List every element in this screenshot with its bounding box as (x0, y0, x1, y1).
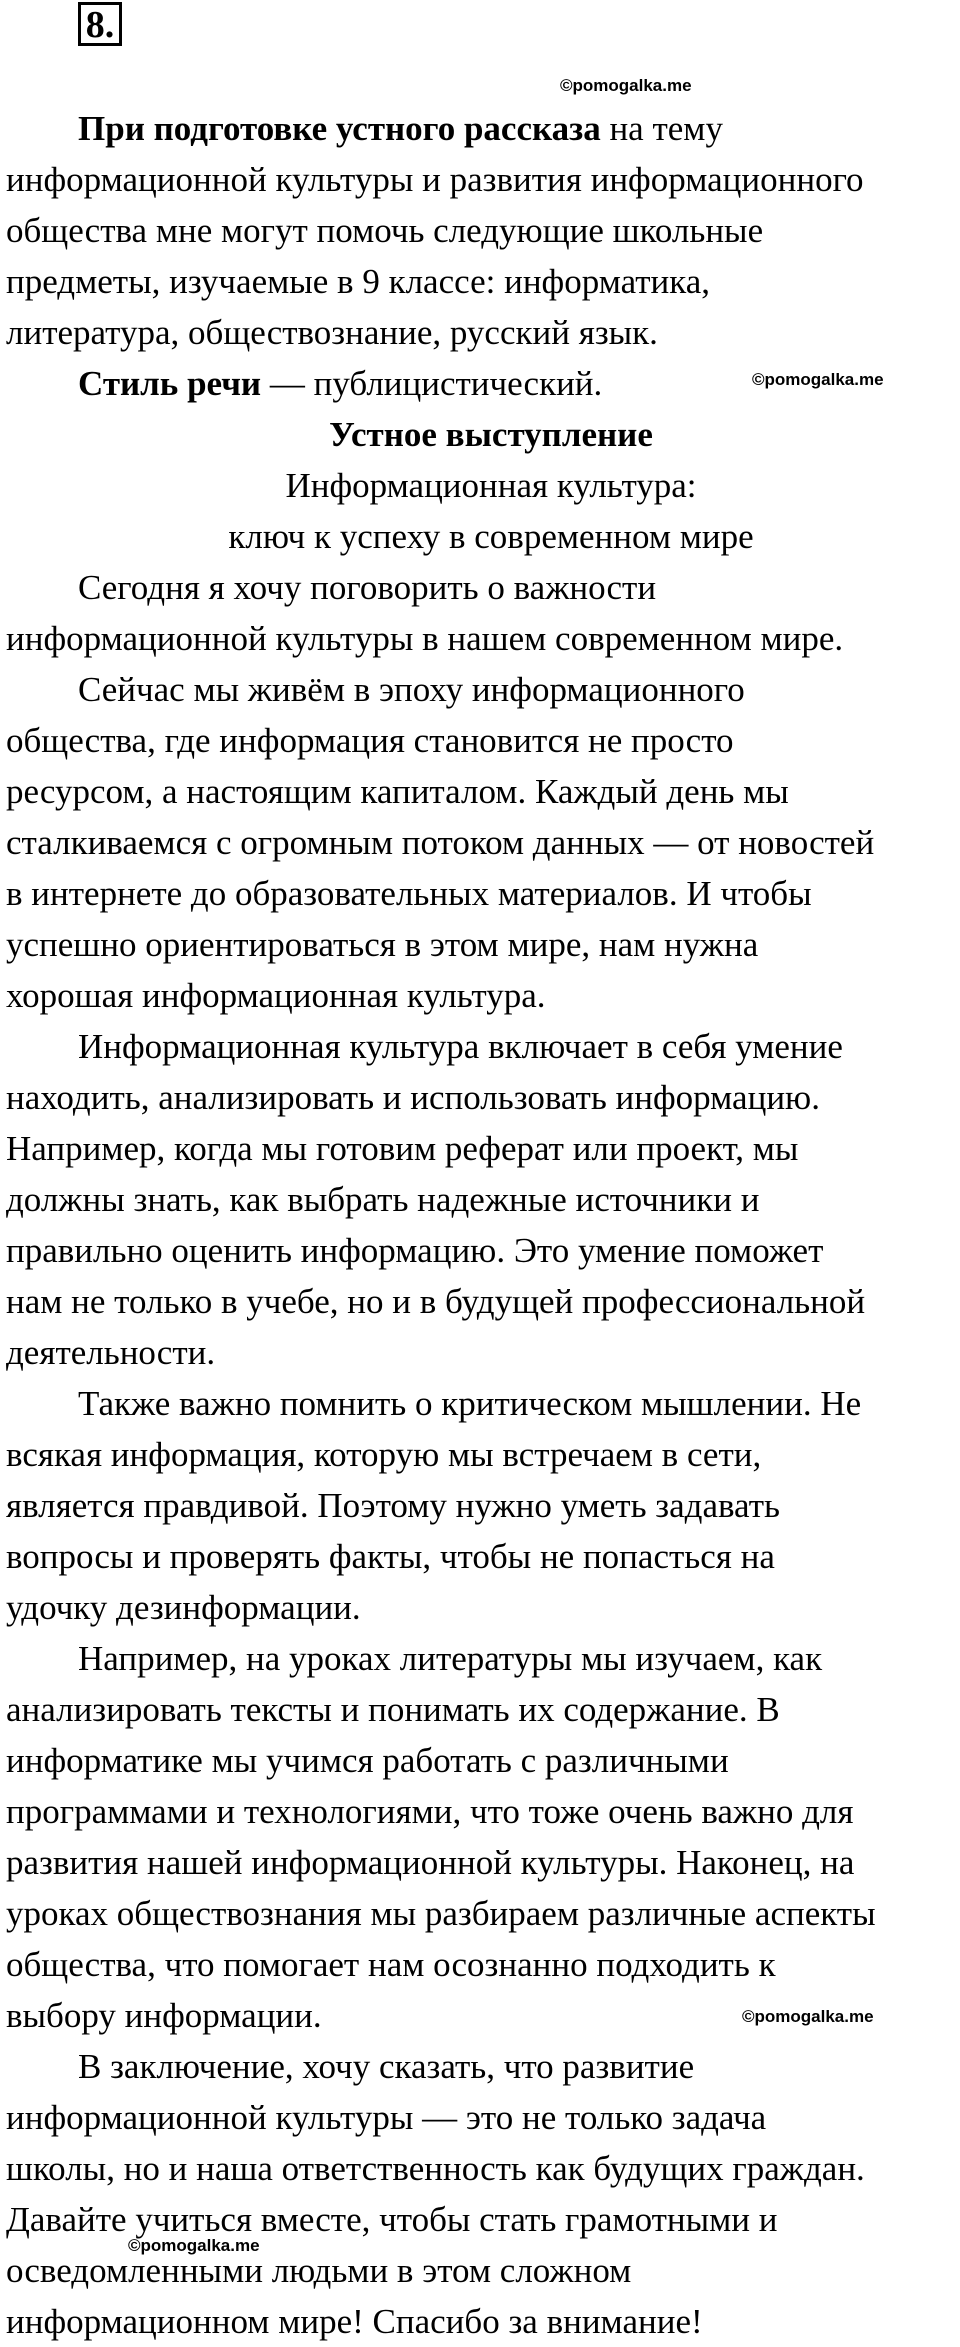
paragraph-line: информатике мы учимся работать с различными (6, 1741, 729, 1780)
speech-style-label: Стиль речи (78, 364, 262, 403)
intro-bold-lead: При подготовке устного рассказа (78, 109, 601, 148)
paragraph-line: школы, но и наша ответственность как будущих граждан. (6, 2149, 865, 2188)
intro-line: общества мне могут помочь следующие школьные (6, 211, 764, 250)
paragraph-line: уроках обществознания мы разбираем различные аспекты (6, 1894, 876, 1933)
paragraph-line: в интернете до образовательных материалов. И чтобы (6, 874, 812, 913)
watermark: ©pomogalka.me (560, 76, 692, 95)
paragraph-line: удочку дезинформации. (6, 1588, 361, 1627)
paragraph-line: развития нашей информационной культуры. Наконец, на (6, 1843, 855, 1882)
paragraph-line: является правдивой. Поэтому нужно уметь задавать (6, 1486, 780, 1525)
paragraph-line: нам не только в учебе, но и в будущей профессиональной (6, 1282, 866, 1321)
paragraph-line: вопросы и проверять факты, чтобы не попасться на (6, 1537, 775, 1576)
speech-style-value: — публицистический. (261, 364, 603, 403)
speech-paragraph (6, 1378, 956, 1633)
paragraph-line: хорошая информационная культура. (6, 976, 546, 1015)
paragraph-line: Сейчас мы живём в эпоху информационного (78, 670, 745, 709)
speech-title-line: ключ к успеху в современном мире (228, 517, 754, 556)
paragraph-line: Давайте учиться вместе, чтобы стать грамотными и (6, 2200, 778, 2239)
paragraph-line: Сегодня я хочу поговорить о важности (78, 568, 657, 607)
task-number-box: 8. (78, 2, 122, 46)
intro-line: информационной культуры и развития информационного (6, 160, 864, 199)
intro-line: предметы, изучаемые в 9 классе: информатика, (6, 262, 711, 301)
paragraph-line: правильно оценить информацию. Это умение поможет (6, 1231, 824, 1270)
paragraph-line: Информационная культура включает в себя умение (78, 1027, 843, 1066)
paragraph-line: сталкиваемся с огромным потоком данных — от новостей (6, 823, 875, 862)
document-body (6, 103, 956, 2347)
speech-style-line (6, 358, 956, 409)
paragraph-line: Например, на уроках литературы мы изучаем, как (78, 1639, 823, 1678)
paragraph-line: информационном мире! Спасибо за внимание! (6, 2302, 703, 2341)
speech-paragraph (6, 664, 956, 1021)
paragraph-line: анализировать тексты и понимать их содержание. В (6, 1690, 780, 1729)
paragraph-line: ресурсом, а настоящим капиталом. Каждый день мы (6, 772, 789, 811)
paragraph-line: информационной культуры в нашем современном мире. (6, 619, 844, 658)
paragraph-line: общества, что помогает нам осознанно подходить к (6, 1945, 776, 1984)
intro-line-text: на тему (600, 109, 723, 148)
intro-line (6, 103, 956, 154)
paragraph-line: должны знать, как выбрать надежные источники и (6, 1180, 760, 1219)
speech-paragraph (6, 1021, 956, 1378)
watermark: ©pomogalka.me (752, 370, 884, 389)
paragraph-line: находить, анализировать и использовать информацию. (6, 1078, 820, 1117)
speech-paragraph (6, 562, 956, 664)
paragraph-line: Например, когда мы готовим реферат или проект, мы (6, 1129, 799, 1168)
paragraph-line: В заключение, хочу сказать, что развитие (78, 2047, 695, 2086)
intro-line: литература, обществознание, русский язык. (6, 313, 658, 352)
speech-body (6, 562, 956, 2347)
intro-paragraph (6, 103, 956, 358)
paragraph-line: деятельности. (6, 1333, 216, 1372)
paragraph-line: всякая информация, которую мы встречаем в сети, (6, 1435, 762, 1474)
paragraph-line: общества, где информация становится не просто (6, 721, 734, 760)
watermark: ©pomogalka.me (742, 2007, 874, 2026)
paragraph-line: информационной культуры — это не только задача (6, 2098, 767, 2137)
paragraph-line: программами и технологиями, что тоже очень важно для (6, 1792, 854, 1831)
watermark: ©pomogalka.me (128, 2236, 260, 2255)
speech-paragraph (6, 1633, 956, 2041)
paragraph-line: успешно ориентироваться в этом мире, нам нужна (6, 925, 759, 964)
paragraph-line: выбору информации. (6, 1996, 322, 2035)
paragraph-line: Также важно помнить о критическом мышлении. Не (78, 1384, 862, 1423)
paragraph-line: осведомленными людьми в этом сложном (6, 2251, 632, 2290)
speech-heading: Устное выступление (329, 415, 653, 454)
speech-paragraph (6, 2041, 956, 2347)
speech-title-line: Информационная культура: (285, 466, 697, 505)
